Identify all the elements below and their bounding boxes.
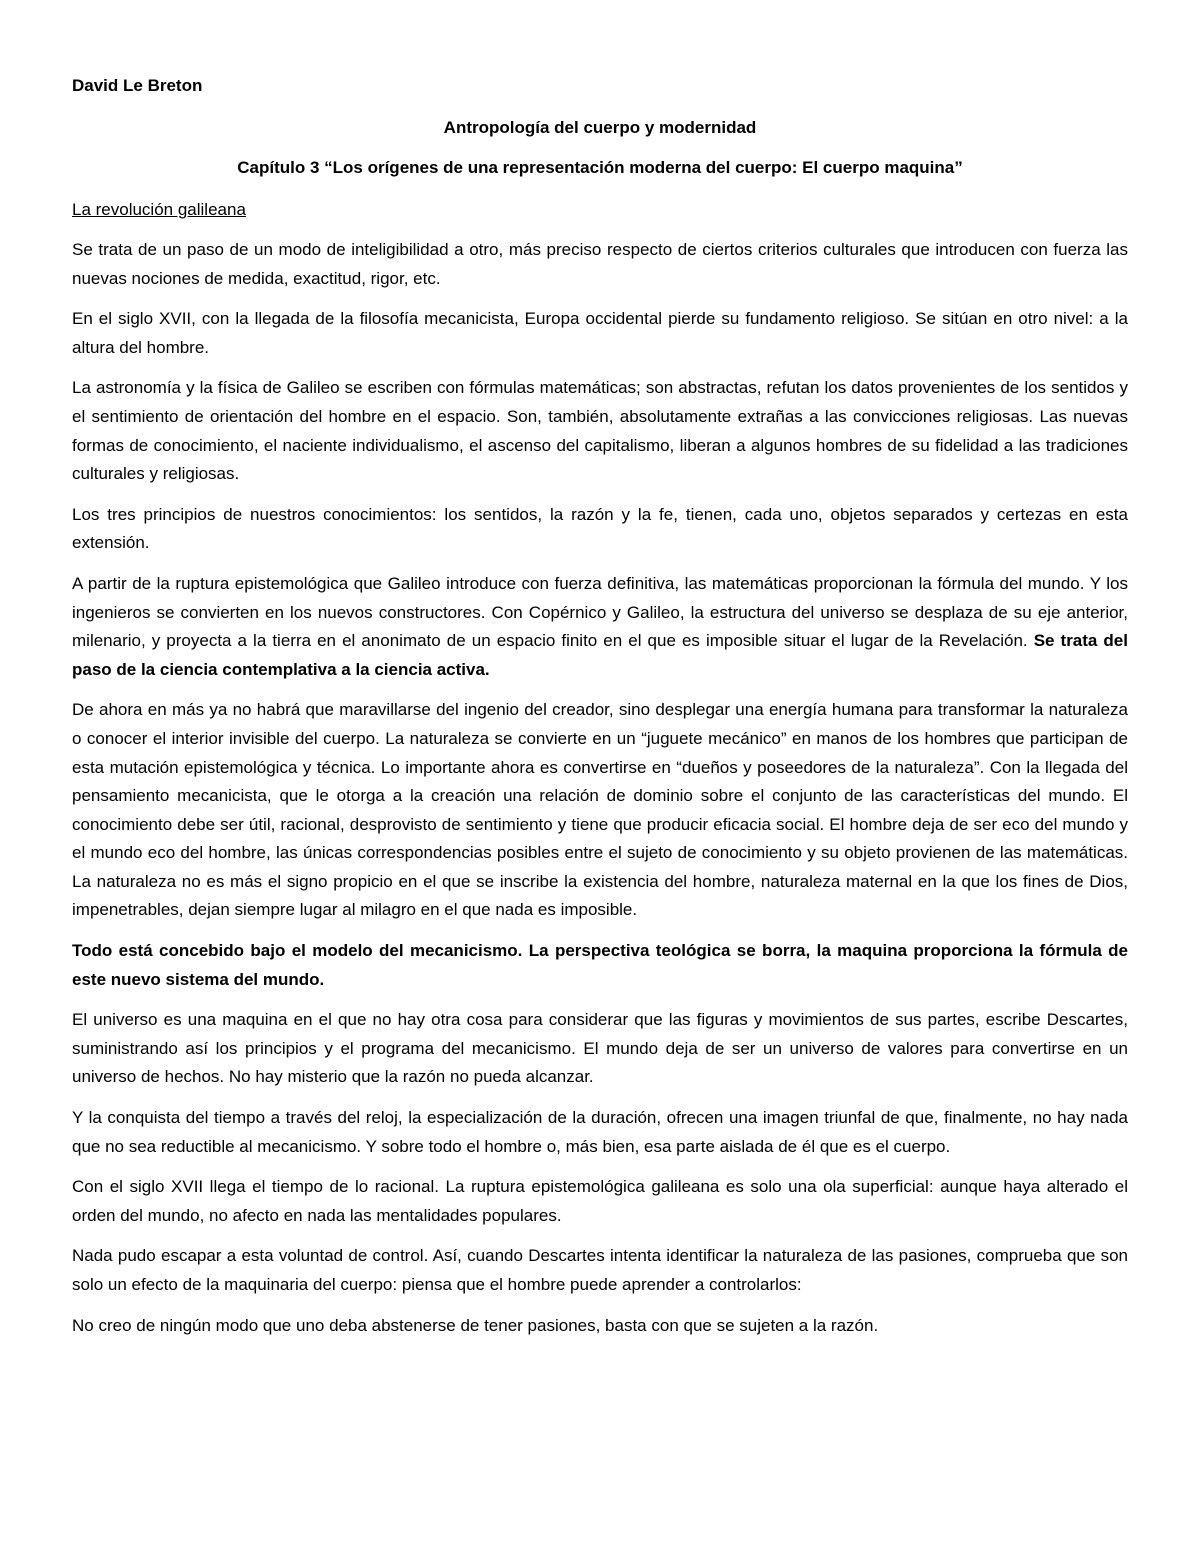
paragraph-7: Todo está concebido bajo el modelo del mecanicismo. La perspectiva teológica se borra, la maquina proporciona la fórmula de este nuevo sistema del mundo. <box>72 941 1128 989</box>
paragraph-2: En el siglo XVII, con la llegada de la filosofía mecanicista, Europa occidental pierde su fundamento religioso. Se sitúan en otro nivel: a la altura del hombre. <box>72 309 1128 357</box>
paragraph-1: Se trata de un paso de un modo de inteligibilidad a otro, más preciso respecto de ciertos criterios culturales que introducen con fuerza las nuevas nociones de medida, exactitud, rigor, etc. <box>72 240 1128 288</box>
author-name: David Le Breton <box>72 76 203 95</box>
paragraph-5 <box>72 570 1128 684</box>
paragraph-9: Y la conquista del tiempo a través del reloj, la especialización de la duración, ofrecen una imagen triunfal de que, finalmente, no hay nada que no sea reductible al mecanicismo. Y sobre todo el hombre o, más bien, esa parte aislada de él que es el cuerpo. <box>72 1108 1128 1156</box>
paragraph-12: No creo de ningún modo que uno deba abstenerse de tener pasiones, basta con que se sujeten a la razón. <box>72 1315 879 1335</box>
paragraph-6: De ahora en más ya no habrá que maravillarse del ingenio del creador, sino desplegar una energía humana para transformar la naturaleza o conocer el interior invisible del cuerpo. La naturaleza se convierte en un “juguete mecánico” en manos de los hombres que participan de esta mutación epistemológica y técnica. Lo importante ahora es convertirse en “dueños y poseedores de la naturaleza”. Con la llegada del pensamiento mecanicista, que le otorga a la creación una relación de dominio sobre el conjunto de las características del mundo. El conocimiento debe ser útil, racional, desprovisto de sentimiento y tiene que producir eficacia social. El hombre deja de ser eco del mundo y el mundo eco del hombre, las únicas correspondencias posibles entre el sujeto de conocimiento y su objeto provienen de las matemáticas. La naturaleza no es más el signo propicio en el que se inscribe la existencia del hombre, naturaleza maternal en la que los fines de Dios, impenetrables, dejan siempre lugar al milagro en el que nada es imposible. <box>72 700 1128 920</box>
section-heading: La revolución galileana <box>72 200 246 219</box>
paragraph-10: Con el siglo XVII llega el tiempo de lo racional. La ruptura epistemológica galileana es solo una ola superficial: aunque haya alterado el orden del mundo, no afecto en nada las mentalidades populares. <box>72 1177 1128 1225</box>
chapter-title: Capítulo 3 “Los orígenes de una representación moderna del cuerpo: El cuerpo maquina” <box>237 158 963 177</box>
paragraph-5-text: A partir de la ruptura epistemológica que Galileo introduce con fuerza definitiva, las matemáticas proporcionan la fórmula del mundo. Y los ingenieros se convierten en los nuevos constructores. Con Copérnico y Galileo, la estructura del universo se desplaza de su eje anterior, milenario, y proyecta a la tierra en el anonimato de un espacio finito en el que es imposible situar el lugar de la Revelación. <box>72 573 1128 651</box>
paragraph-4: Los tres principios de nuestros conocimientos: los sentidos, la razón y la fe, tienen, cada uno, objetos separados y certezas en esta extensión. <box>72 504 1128 553</box>
paragraph-3: La astronomía y la física de Galileo se escriben con fórmulas matemáticas; son abstractas, refutan los datos provenientes de los sentidos y el sentimiento de orientación del hombre en el espacio. Son, también, absolutamente extrañas a las convicciones religiosas. Las nuevas formas de conocimiento, el naciente individualismo, el ascenso del capitalismo, liberan a algunos hombres de su fidelidad a las tradiciones culturales y religiosas. <box>72 378 1128 484</box>
paragraph-11: Nada pudo escapar a esta voluntad de control. Así, cuando Descartes intenta identificar la naturaleza de las pasiones, comprueba que son solo un efecto de la maquinaria del cuerpo: piensa que el hombre puede aprender a controlarlos: <box>72 1246 1128 1294</box>
paragraph-8: El universo es una maquina en el que no hay otra cosa para considerar que las figuras y movimientos de sus partes, escribe Descartes, suministrando así los principios y el programa del mecanicismo. El mundo deja de ser un universo de valores para convertirse en un universo de hechos. No hay misterio que la razón no pueda alcanzar. <box>72 1010 1128 1087</box>
book-title: Antropología del cuerpo y modernidad <box>443 118 757 137</box>
paragraph-5-bold: Se trata del paso de la ciencia contemplativa a la ciencia activa. <box>72 631 1128 679</box>
